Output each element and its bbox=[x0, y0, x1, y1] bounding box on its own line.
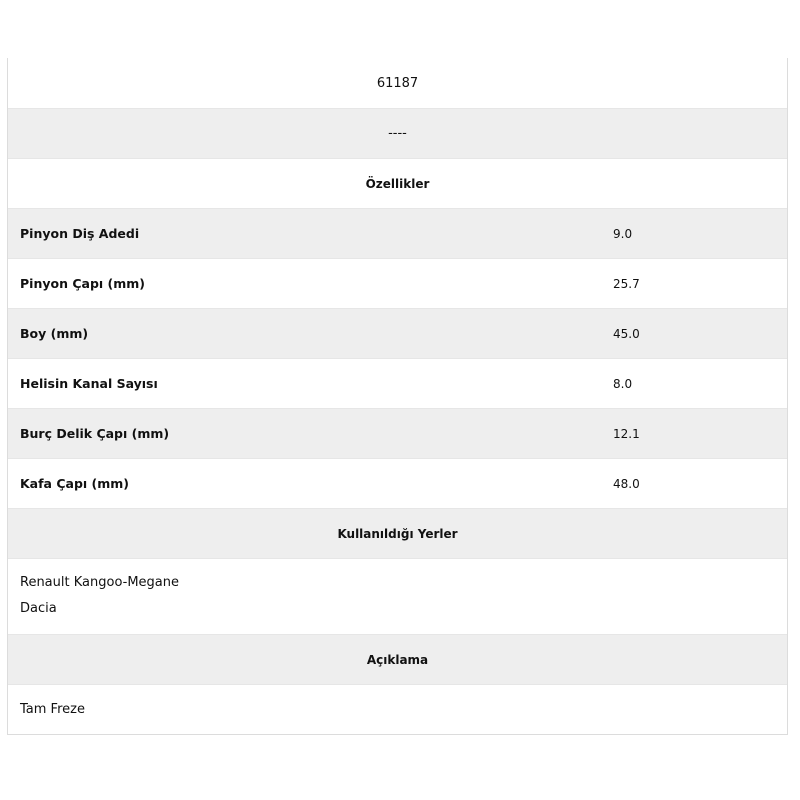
spec-row bbox=[8, 258, 787, 308]
description-heading-row bbox=[8, 634, 787, 684]
spec-label: Helisin Kanal Sayısı bbox=[20, 376, 158, 391]
usage-item: Renault Kangoo-Megane bbox=[20, 575, 179, 590]
spec-value: 8.0 bbox=[613, 376, 633, 391]
specs-heading-row bbox=[8, 158, 787, 208]
spec-row bbox=[8, 208, 787, 258]
usage-item: Dacia bbox=[20, 601, 57, 616]
spec-row bbox=[8, 358, 787, 408]
product-code: 61187 bbox=[376, 75, 419, 91]
spec-value: 48.0 bbox=[613, 476, 640, 491]
spec-row bbox=[8, 308, 787, 358]
specs-heading: Özellikler bbox=[365, 176, 430, 191]
spec-row bbox=[8, 458, 787, 508]
spec-value: 12.1 bbox=[613, 426, 640, 441]
separator-row bbox=[8, 108, 787, 158]
spec-value: 25.7 bbox=[613, 276, 640, 291]
usage-heading-row bbox=[8, 508, 787, 558]
spec-label: Pinyon Çapı (mm) bbox=[20, 276, 145, 291]
description-heading: Açıklama bbox=[366, 652, 429, 667]
spec-label: Kafa Çapı (mm) bbox=[20, 476, 130, 491]
spec-label: Burç Delik Çapı (mm) bbox=[20, 426, 170, 441]
description-text: Tam Freze bbox=[20, 702, 85, 717]
product-specs-table bbox=[7, 58, 788, 735]
description-row bbox=[8, 684, 787, 734]
usage-list bbox=[8, 558, 787, 634]
product-code-row bbox=[8, 58, 787, 108]
separator-text: ---- bbox=[388, 126, 407, 141]
spec-row bbox=[8, 408, 787, 458]
spec-value: 9.0 bbox=[613, 226, 633, 241]
usage-heading: Kullanıldığı Yerler bbox=[337, 526, 458, 541]
spec-value: 45.0 bbox=[613, 326, 640, 341]
spec-label: Pinyon Diş Adedi bbox=[20, 226, 140, 241]
spec-label: Boy (mm) bbox=[20, 326, 89, 341]
